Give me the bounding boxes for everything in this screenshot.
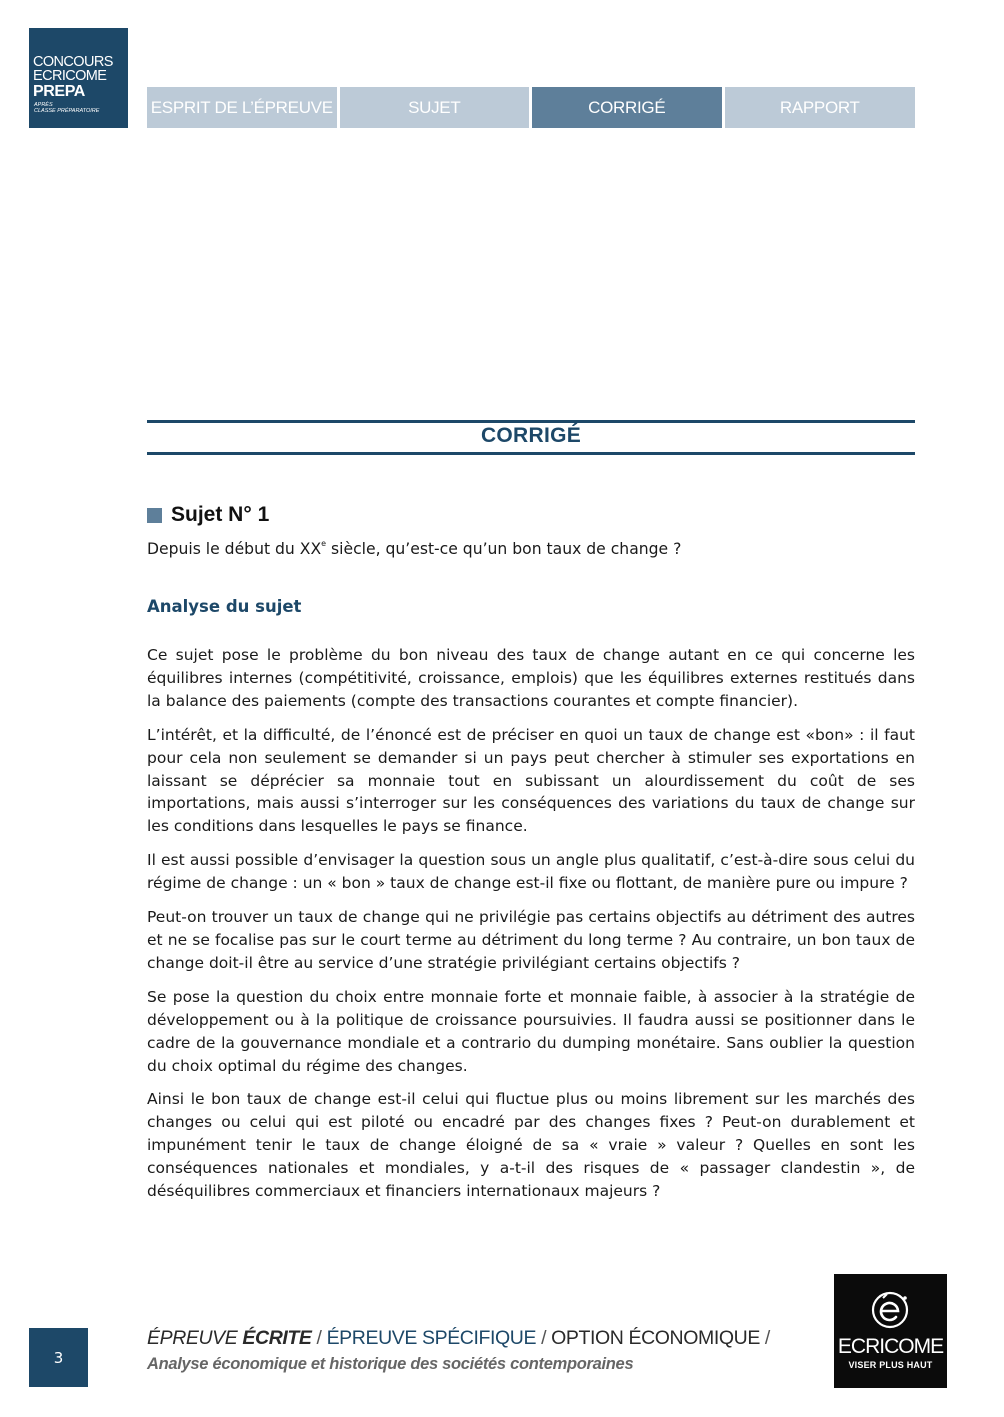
logo-line-apres: APRÈS bbox=[34, 102, 53, 108]
footer-slash: / bbox=[541, 1327, 547, 1349]
footer-option: OPTION ÉCONOMIQUE bbox=[551, 1327, 760, 1349]
footer-epreuve: ÉPREUVE bbox=[147, 1327, 243, 1349]
ecricome-brand-logo bbox=[834, 1274, 947, 1388]
title-top-rule bbox=[147, 420, 915, 423]
title-bottom-rule bbox=[147, 452, 915, 455]
paragraph: Il est aussi possible d’envisager la question sous un angle plus qualitatif, c’est-à-dire sous celui du régime de change : un « bon » taux de change est-il fixe ou flottant, de manière pure ou impure ? bbox=[147, 851, 915, 893]
tab-corrige[interactable]: CORRIGÉ bbox=[532, 87, 722, 128]
footer-specifique: SPÉCIFIQUE bbox=[421, 1327, 537, 1349]
navigation-tabs bbox=[147, 87, 915, 128]
logo-line-classe: CLASSE PRÉPARATOIRE bbox=[34, 108, 100, 114]
subject-question bbox=[147, 540, 681, 558]
logo-line-ecricome: ECRICOME bbox=[33, 68, 107, 84]
footer-subtitle: Analyse économique et historique des sociétés contemporaines bbox=[147, 1355, 634, 1373]
subject-heading bbox=[147, 502, 269, 528]
footer-exam-type bbox=[147, 1327, 775, 1350]
question-text-end: siècle, qu’est-ce qu’un bon taux de change ? bbox=[326, 540, 682, 558]
tab-rapport[interactable]: RAPPORT bbox=[725, 87, 916, 128]
footer-epreuve-2: ÉPREUVE bbox=[326, 1327, 422, 1349]
ecricome-prepa-logo bbox=[29, 28, 128, 128]
question-text-start: Depuis le début du XX bbox=[147, 540, 322, 558]
analysis-body bbox=[147, 644, 915, 1214]
subject-title: Sujet N° 1 bbox=[171, 503, 270, 526]
footer-ecrite: ÉCRITE bbox=[242, 1327, 312, 1349]
tab-sujet[interactable]: SUJET bbox=[340, 87, 530, 128]
paragraph: Peut-on trouver un taux de change qui ne privilégie pas certains objectifs au détriment des autres et ne se focalise pas sur le court terme au détriment du long terme ? Au contraire, un bon taux de change doit-il être au service d’une stratégie privilégiant certains objectifs ? bbox=[147, 908, 915, 972]
question-superscript: e bbox=[321, 539, 327, 548]
brand-name: ECRICOME bbox=[837, 1335, 944, 1358]
square-bullet-icon bbox=[147, 508, 162, 523]
ecricome-e-icon bbox=[870, 1290, 910, 1330]
logo-line-prepa: PREPA bbox=[33, 83, 85, 100]
logo-line-concours: CONCOURS bbox=[33, 54, 113, 70]
footer-slash: / bbox=[764, 1327, 770, 1349]
tab-esprit-epreuve[interactable]: ESPRIT DE L’ÉPREUVE bbox=[147, 87, 337, 128]
paragraph: L’intérêt, et la difficulté, de l’énoncé est de préciser en quoi un taux de change est «bon» : il faut pour cela non seulement se demander si un pays peut chercher à stimuler ses exportations en laissant se déprécier sa monnaie tout en subissant un alourdissement du coût de ses importations, mais aussi s’interroger sur les conséquences des variations du taux de change sur les conditions dans lesquelles le pays se finance. bbox=[147, 725, 915, 836]
page-number: 3 bbox=[29, 1328, 88, 1387]
footer-slash: / bbox=[316, 1327, 322, 1349]
paragraph: Ce sujet pose le problème du bon niveau des taux de change autant en ce qui concerne les équilibres internes (compétitivité, croissance, emplois) que les équilibres externes restitués dans la balance des paiements (compte des transactions courantes et compte financier). bbox=[147, 646, 915, 710]
brand-tagline: VISER PLUS HAUT bbox=[848, 1360, 933, 1370]
paragraph: Se pose la question du choix entre monnaie forte et monnaie faible, à associer à la stratégie de développement ou à la politique de croissance poursuivies. Il faudra aussi se positionner dans le cadre de la gouvernance mondiale et a contrario du dumping monétaire. Sans oublier la question du choix optimal du régime des changes. bbox=[147, 987, 915, 1075]
paragraph: Ainsi le bon taux de change est-il celui qui fluctue plus ou moins librement sur les marchés des changes ou celui qui est piloté ou encadré par des changes fixes ? Peut-on durablement et impunément tenir le taux de change éloigné de sa « vraie » valeur ? Quelles en sont les conséquences nationales et mondiales, y a-t-il des risques de « passager clandestin », de déséquilibres commerciaux et financiers internationaux majeurs ? bbox=[147, 1090, 915, 1201]
section-title: CORRIGÉ bbox=[480, 424, 582, 447]
analyse-heading: Analyse du sujet bbox=[147, 597, 302, 616]
